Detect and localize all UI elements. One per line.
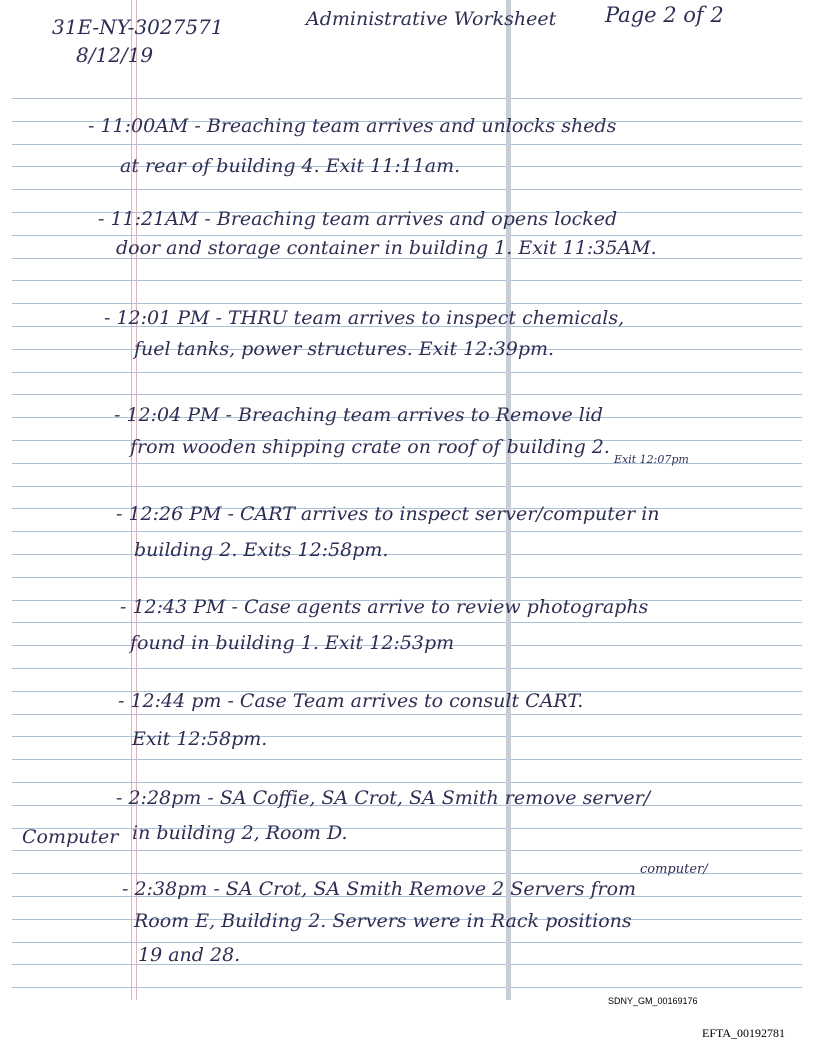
inserted-word: computer/ [640,862,708,877]
worksheet-title: Administrative Worksheet [306,8,557,30]
entry-line: - 12:01 PM - THRU team arrives to inspect chemicals, [104,307,625,329]
entry-line: found in building 1. Exit 12:53pm [130,632,455,654]
entry-line: - 11:00AM - Breaching team arrives and unlocks sheds [88,115,617,137]
entry-line: fuel tanks, power structures. Exit 12:39pm. [134,338,555,360]
entry-line: - 12:26 PM - CART arrives to inspect server/computer in [116,503,660,525]
header-date: 8/12/19 [76,43,154,67]
entry-line: building 2. Exits 12:58pm. [134,539,389,561]
file-number: 31E-NY-3027571 [52,15,224,39]
margin-label: Computer [22,826,119,848]
page-number: Page 2 of 2 [605,3,724,27]
entry-line: from wooden shipping crate on roof of building 2. [130,436,610,458]
entry-line: - 2:28pm - SA Coffie, SA Crot, SA Smith remove server/ [116,787,651,809]
entry-line: - 2:38pm - SA Crot, SA Smith Remove 2 Servers from [122,878,637,900]
entry-line: in building 2, Room D. [132,822,348,844]
entry-line: Room E, Building 2. Servers were in Rack positions [134,910,632,932]
entry-line: at rear of building 4. Exit 11:11am. [120,155,461,177]
center-fold-line [506,0,511,1000]
entry-line: door and storage container in building 1. Exit 11:35AM. [116,237,657,259]
entry-line: - 12:04 PM - Breaching team arrives to Remove lid [114,404,604,426]
exit-time-note: Exit 12:07pm [614,453,689,466]
margin-line [131,0,132,1000]
entry-line: - 12:43 PM - Case agents arrive to review photographs [120,596,649,618]
entry-line: Exit 12:58pm. [132,728,268,750]
bates-number: SDNY_GM_00169176 [608,996,698,1006]
entry-line: - 12:44 pm - Case Team arrives to consult CART. [118,690,584,712]
margin-line-inner [136,0,137,1000]
entry-line: - 11:21AM - Breaching team arrives and opens locked [98,208,618,230]
efta-number: EFTA_00192781 [702,1026,786,1040]
entry-line: 19 and 28. [138,944,241,966]
